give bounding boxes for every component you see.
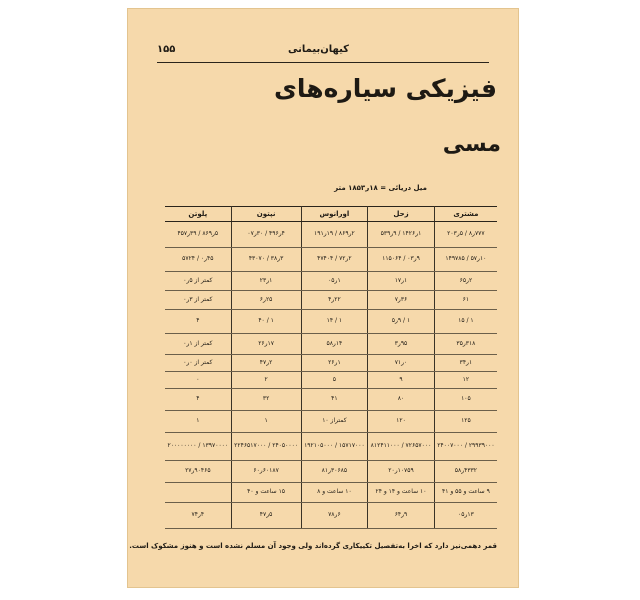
column-header: پلوتن: [165, 207, 231, 222]
table-cell: ۱۳ر۰۵: [434, 503, 497, 529]
table-cell: ۷۲۶۵۷۰۰۰ / ۸۱۲۴۱۱۰۰۰: [368, 433, 435, 461]
table-cell: کمتر از ۱ر۰: [165, 334, 231, 355]
table-cell: ۱۲۵: [434, 411, 497, 433]
table-cell: ۱ / ۴۰: [231, 310, 301, 334]
page-number: ۱۵۵: [157, 44, 176, 55]
table-cell: ۴ر۷۴: [165, 503, 231, 529]
planet-data-table: [165, 206, 497, 529]
footnote: قمر دهمی‌نیز دارد که اخرا به‌تفصیل تکییکاری گرده‌اند ولی وجود آن مسلم نشده است و هنوز مشکوک است.: [129, 542, 497, 550]
unit-note: میل دریائی = ۱۸ر۱۸۵۳ متر: [334, 184, 427, 192]
table-row: [165, 433, 497, 461]
table-row: [165, 483, 497, 503]
table-cell: ۹ ساعت و ۵۵ و ۴۱: [434, 483, 497, 503]
table-row: [165, 355, 497, 372]
table-cell: ۸۰: [368, 389, 435, 411]
table-row: [165, 272, 497, 291]
column-header: نپتون: [231, 207, 301, 222]
table-cell: ۱۲: [434, 372, 497, 389]
table-cell: ۳۶ر۷: [368, 291, 435, 310]
table-cell: کمتراز ۱۰: [301, 411, 368, 433]
table-row: [165, 334, 497, 355]
table-cell: ۴۳۳۲ر۵۸: [434, 461, 497, 483]
table-cell: ۲۲ر۴: [301, 291, 368, 310]
table-cell: ۱ / ۱۵: [434, 310, 497, 334]
table-cell: ۴۱: [301, 389, 368, 411]
table-cell: ۲ر۷۲ / ۴۷۴۰۴: [301, 248, 368, 272]
table-cell: ۲۵ر۶: [231, 291, 301, 310]
table-cell: ۱۰۷۵۹ر۲۰: [368, 461, 435, 483]
table-cell: ۲۴۰۵۰۰۰۰ / ۲۲۴۶۵۱۷۰۰۰: [231, 433, 301, 461]
table-row: [165, 411, 497, 433]
table-row: [165, 372, 497, 389]
table-cell: ۲: [231, 372, 301, 389]
table-cell: ۱۳۹۷۰۰۰۰ / ۲۰۰۰۰۰۰۰۰: [165, 433, 231, 461]
table-row: [165, 461, 497, 483]
column-header: مشتری: [434, 207, 497, 222]
table-row: [165, 503, 497, 529]
table-cell: ۱۴ر۵۸: [301, 334, 368, 355]
table-cell: ۱ر۱۷: [368, 272, 435, 291]
table-cell: کمتر از ۰ر۰: [165, 355, 231, 372]
page-subtitle: مسی: [442, 132, 501, 157]
table-cell: ۹۰۴۶۵ر۲۷: [165, 461, 231, 483]
table-cell: ۱۰۵: [434, 389, 497, 411]
table-cell: ۱ / ۹ر۵: [368, 310, 435, 334]
table-row: [165, 389, 497, 411]
table-header-row: [165, 207, 497, 222]
table-cell: ۲ر۶۵: [434, 272, 497, 291]
table-cell: ۴۵ر۰ / ۵۷۲۴: [165, 248, 231, 272]
table-cell: ۲ر۴۷: [231, 355, 301, 372]
table-cell: ۰ر۷۱: [368, 355, 435, 372]
page-title: فیزیکی سیاره‌های: [273, 74, 497, 103]
table-cell: ۴: [165, 310, 231, 334]
table-cell: ۱: [231, 411, 301, 433]
table-cell: ۱۷ر۲۶: [231, 334, 301, 355]
table-cell: ۱: [165, 411, 231, 433]
table-cell: ۱ر۲۶: [301, 355, 368, 372]
table-row: [165, 310, 497, 334]
table-cell: کمتر از ۳ر۰: [165, 291, 231, 310]
table-cell: ۰: [165, 372, 231, 389]
table-cell: ۷۷۷ر۸ / ۵ر۲۰۳: [434, 222, 497, 248]
table-row: [165, 248, 497, 272]
table-cell: ۹ر۶۴: [368, 503, 435, 529]
table-cell: ۱ر۲۳: [231, 272, 301, 291]
table-cell: ۴: [165, 389, 231, 411]
table-cell: ۹۵ر۳: [368, 334, 435, 355]
table-cell: ۳ر۳۸ / ۴۳۰۷۰: [231, 248, 301, 272]
table-cell: ۶۱: [434, 291, 497, 310]
table-cell: [165, 483, 231, 503]
column-header: زحل: [368, 207, 435, 222]
page-header: [157, 42, 489, 63]
table-cell: ۱۵ ساعت و ۴۰: [231, 483, 301, 503]
table-cell: ۹ر۰۳ / ۱۱۵۰۶۴: [368, 248, 435, 272]
table-cell: ۹: [368, 372, 435, 389]
table-cell: ۶۰۱۸۷ر۶۰: [231, 461, 301, 483]
table-cell: ۱ر۳۴: [434, 355, 497, 372]
table-row: [165, 291, 497, 310]
column-header: اورانوس: [301, 207, 368, 222]
table-cell: ۳۰۶۸۵ر۸۱: [301, 461, 368, 483]
table-cell: ۶ر۷۸: [301, 503, 368, 529]
table-cell: ۵ر۴۷: [231, 503, 301, 529]
table-cell: ۵ر۸۶۹ / ۳۹ر۴۵۷: [165, 222, 231, 248]
table-cell: ۱۲۰: [368, 411, 435, 433]
table-cell: ۲ر۸۶۹ / ۱۹ر۱۹۱: [301, 222, 368, 248]
table-cell: ۱۰ ساعت و ۱۴ و ۲۴: [368, 483, 435, 503]
table-cell: ۴ر۴۹۶ / ۳۰ر۰۷: [231, 222, 301, 248]
table-cell: ۱ر۱۴۲۶ / ۹ر۵۳۹: [368, 222, 435, 248]
document-page: [127, 8, 519, 588]
table-cell: ۱۵۷۱۷۰۰۰ / ۱۹۲۱۰۵۰۰۰: [301, 433, 368, 461]
table-cell: ۵: [301, 372, 368, 389]
publication-name: کیهان‌بیمانی: [288, 44, 349, 55]
table-cell: ۱۰ ساعت و ۸: [301, 483, 368, 503]
table-cell: ۳۱۸ر۳۵: [434, 334, 497, 355]
table-cell: ۱۰ر۵۷ / ۱۴۹۷۸۵: [434, 248, 497, 272]
table-row: [165, 222, 497, 248]
table-cell: کمتر از ۵ر۰: [165, 272, 231, 291]
table-cell: ۱ر۰۵: [301, 272, 368, 291]
table-cell: ۱ / ۱۴: [301, 310, 368, 334]
table-cell: ۳۲: [231, 389, 301, 411]
table-cell: ۲۹۹۳۹۰۰۰ / ۲۴۰۰۷۰۰۰: [434, 433, 497, 461]
